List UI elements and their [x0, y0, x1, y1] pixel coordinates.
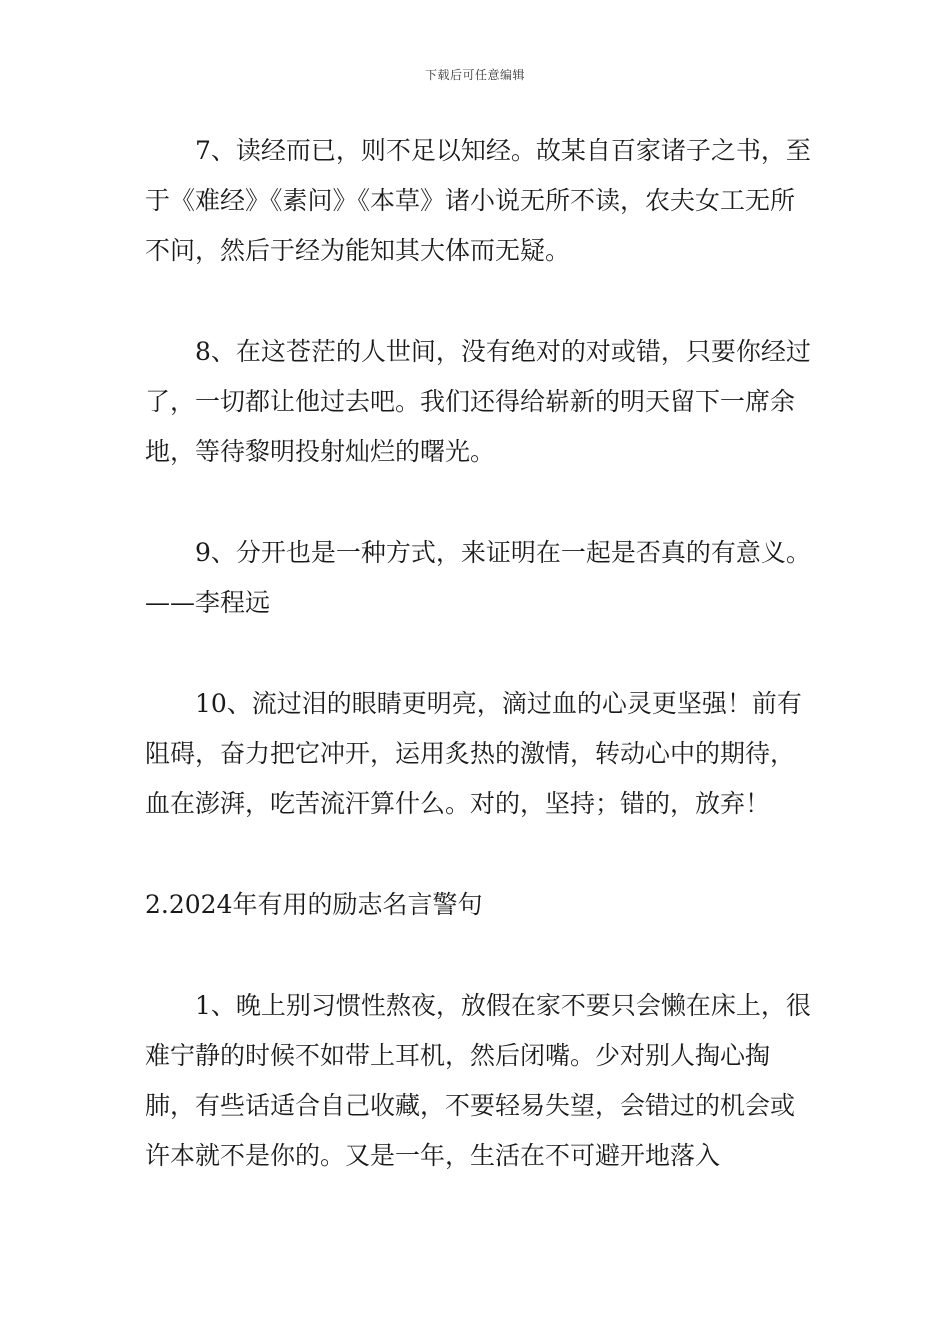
paragraph-9: 9、分开也是一种方式，来证明在一起是否真的有意义。——李程远 — [145, 538, 811, 617]
section-heading: 2.2024年有用的励志名言警句 — [145, 890, 483, 919]
paragraph-gap — [145, 276, 813, 327]
section-paragraph-1: 1、晚上别习惯性熬夜，放假在家不要只会懒在床上，很难宁静的时候不如带上耳机，然后闭嘴。少对别人掏心掏肺，有些话适合自己收藏，不要轻易失望，会错过的机会或许本就不是你的。又是一年，生活在不可避开地落入 — [145, 991, 811, 1170]
paragraph-7: 7、读经而已，则不足以知经。故某自百家诸子之书，至于《难经》《素问》《本草》诸小说无所不读，农夫女工无所不问，然后于经为能知其大体而无疑。 — [145, 136, 811, 265]
paragraph-gap — [145, 930, 813, 981]
paragraph-gap — [145, 628, 813, 679]
paragraph-gap — [145, 477, 813, 528]
document-body — [145, 126, 813, 1181]
paragraph-gap — [145, 829, 813, 880]
page-header: 下载后可任意编辑 — [424, 68, 525, 82]
paragraph-10: 10、流过泪的眼睛更明亮，滴过血的心灵更坚强！前有阻碍，奋力把它冲开，运用炙热的激情，转动心中的期待，血在澎湃，吃苦流汗算什么。对的，坚持；错的，放弃！ — [145, 689, 802, 818]
paragraph-8: 8、在这苍茫的人世间，没有绝对的对或错，只要你经过了，一切都让他过去吧。我们还得给崭新的明天留下一席余地，等待黎明投射灿烂的曙光。 — [145, 337, 811, 466]
